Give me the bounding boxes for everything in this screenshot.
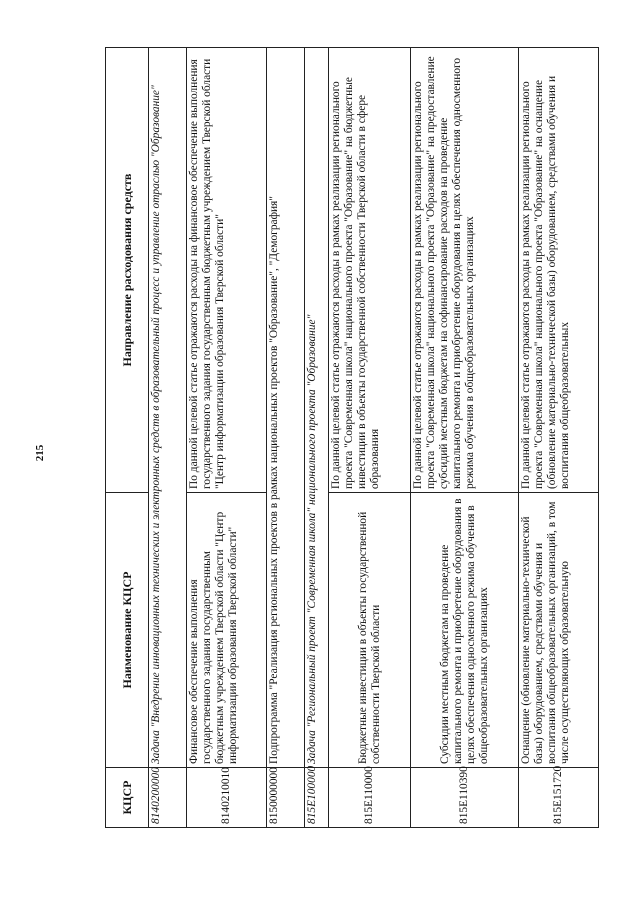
header-direction: Направление расходования средств xyxy=(106,48,149,493)
table-row xyxy=(187,48,267,828)
row-name: Бюджетные инвестиции в объекты государственной собственности Тверской области xyxy=(329,493,411,768)
row-code: 815E110390 xyxy=(411,768,519,828)
row-name: Оснащение (обновление материально-технической базы) оборудованием, средствами обучения и воспитания общеобразовательных организаций, в том числе осуществляющих образовательную xyxy=(519,493,599,768)
task-text: Задача "Региональный проект "Современная школа" национального проекта "Образование" xyxy=(305,48,329,768)
task-text: Задача "Внедрение инновационных технических и электронных средств в образовательный процесс и управление отраслью "Образование" xyxy=(149,48,187,768)
page-number: 215 xyxy=(34,444,46,462)
row-code: 815E110000 xyxy=(329,768,411,828)
header-code: КЦСР xyxy=(106,768,149,828)
row-direction: По данной целевой статье отражаются расходы в рамках реализации регионального проекта "Современная школа" национального проекта "Образование" на бюджетные инвестиции в объекты государственной собственности Тверской области в сфере образования xyxy=(329,48,411,493)
table-row xyxy=(519,48,599,828)
row-direction: По данной целевой статье отражаются расходы в рамках реализации регионального проекта "Современная школа" национального проекта "Образование" на предоставление субсидий местным бюджетам на софинансирование расходов на проведение капитального ремонта и приобретение оборудования в целях обеспечения односменного режима обучения в общеобразовательных организациях xyxy=(411,48,519,493)
table-row xyxy=(329,48,411,828)
row-name: Субсидии местным бюджетам на проведение капитального ремонта и приобретение оборудования в целях обеспечения односменного режима обучения в общеобразовательных организациях xyxy=(411,493,519,768)
subprogram-text: Подпрограмма "Реализация региональных проектов в рамках национальных проектов "Образование", "Демография" xyxy=(267,48,305,768)
row-code: 815E100000 xyxy=(305,768,329,828)
table-header-row xyxy=(106,48,149,828)
row-code: 8150000000 xyxy=(267,768,305,828)
row-direction: По данной целевой статье отражаются расходы в рамках реализации регионального проекта "Современная школа" национального проекта "Образование" на оснащение (обновление материально-технической базы) оборудованием, средствами обучения и воспитания общеобразовательных xyxy=(519,48,599,493)
row-code: 815E151720 xyxy=(519,768,599,828)
table-row-task xyxy=(305,48,329,828)
budget-classification-table xyxy=(105,47,599,828)
row-direction: По данной целевой статье отражаются расходы на финансовое обеспечение выполнения государственного задания государственным бюджетным учреждением Тверской области "Центр информатизации образования Тверской области" xyxy=(187,48,267,493)
table-row xyxy=(411,48,519,828)
row-name: Финансовое обеспечение выполнения государственного задания государственным бюджетным учреждением Тверской области "Центр информатизации образования Тверской области" xyxy=(187,493,267,768)
rotated-table-container xyxy=(105,48,595,828)
row-code: 8140210010 xyxy=(187,768,267,828)
table-row-task xyxy=(149,48,187,828)
table-row-subprogram xyxy=(267,48,305,828)
header-name: Наименование КЦСР xyxy=(106,493,149,768)
row-code: 8140200000 xyxy=(149,768,187,828)
